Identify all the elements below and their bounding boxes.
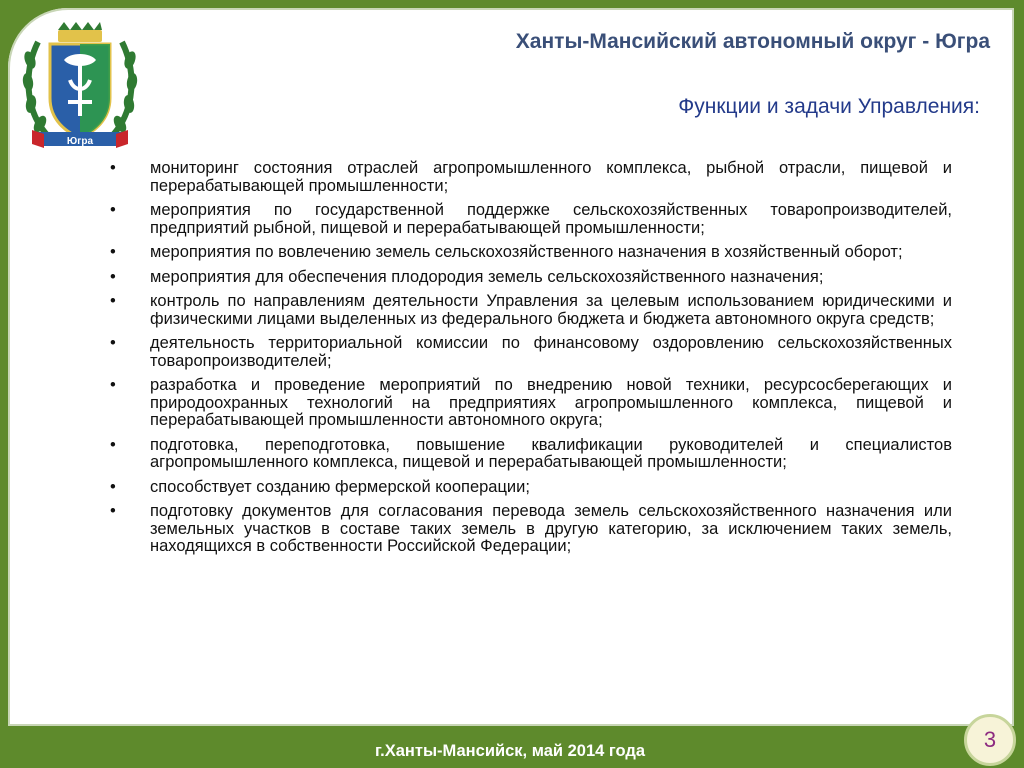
list-item-text: мероприятия для обеспечения плодородия земель сельскохозяйственного назначения; <box>150 267 824 286</box>
bullet-icon: • <box>110 502 116 520</box>
list-item-text: разработка и проведение мероприятий по внедрению новой техники, ресурсосберегающих и природоохранных технологий на предприятиях агропромышленного комплекса, пищевой и перерабатывающей промышленности автономного округа; <box>150 376 952 429</box>
list-item-text: способствует созданию фермерской кооперации; <box>150 477 530 496</box>
bullet-icon: • <box>110 201 116 219</box>
list-item <box>110 437 952 472</box>
coat-of-arms-icon <box>20 20 140 160</box>
bullet-icon: • <box>110 292 116 310</box>
bullet-icon: • <box>110 376 116 394</box>
list-item <box>110 293 952 328</box>
list-item <box>110 269 952 287</box>
list-item-text: мероприятия по вовлечению земель сельскохозяйственного назначения в хозяйственный оборот; <box>150 243 903 261</box>
slide-subtitle: Функции и задачи Управления: <box>678 95 980 118</box>
bullet-icon: • <box>110 243 116 261</box>
page-number: 3 <box>983 727 997 752</box>
functions-list <box>110 160 952 563</box>
list-item-text: контроль по направлениям деятельности Управления за целевым использованием юридическими и физическими лицами выделенных из федерального бюджета и бюджета автономного округа средств; <box>150 292 952 328</box>
page-number-badge <box>964 714 1016 766</box>
footer-text: г.Ханты-Мансийск, май 2014 года <box>374 742 646 760</box>
header-title: Ханты-Мансийский автономный округ - Югра <box>515 30 990 53</box>
list-item <box>110 335 952 370</box>
bullet-icon: • <box>110 435 116 454</box>
list-item <box>110 202 952 237</box>
list-item <box>110 377 952 430</box>
list-item <box>110 160 952 195</box>
list-item <box>110 503 952 556</box>
list-item-text: деятельность территориальной комиссии по финансовому оздоровлению сельскохозяйственных товаропроизводителей; <box>150 334 952 370</box>
list-item-text: подготовка, переподготовка, повышение квалификации руководителей и специалистов агропромышленного комплекса, пищевой и перерабатывающей промышленности; <box>150 435 952 471</box>
bullet-icon: • <box>110 477 116 496</box>
bullet-icon: • <box>110 159 116 177</box>
list-item-text: подготовку документов для согласования перевода земель сельскохозяйственного назначения или земельных участков в составе таких земель в другую категорию, за исключением таких земель, находящихся в собственности Российской Федерации; <box>150 502 952 555</box>
list-item <box>110 479 952 497</box>
list-item-text: мониторинг состояния отраслей агропромышленного комплекса, рыбной отрасли, пищевой и перерабатывающей промышленности; <box>150 159 952 195</box>
list-item-text: мероприятия по государственной поддержке сельскохозяйственных товаропроизводителей, предприятий рыбной, пищевой и перерабатывающей промышленности; <box>150 201 952 237</box>
bullet-icon: • <box>110 267 116 286</box>
list-item <box>110 244 952 262</box>
bullet-icon: • <box>110 334 116 352</box>
emblem-text: Югра <box>66 136 94 147</box>
